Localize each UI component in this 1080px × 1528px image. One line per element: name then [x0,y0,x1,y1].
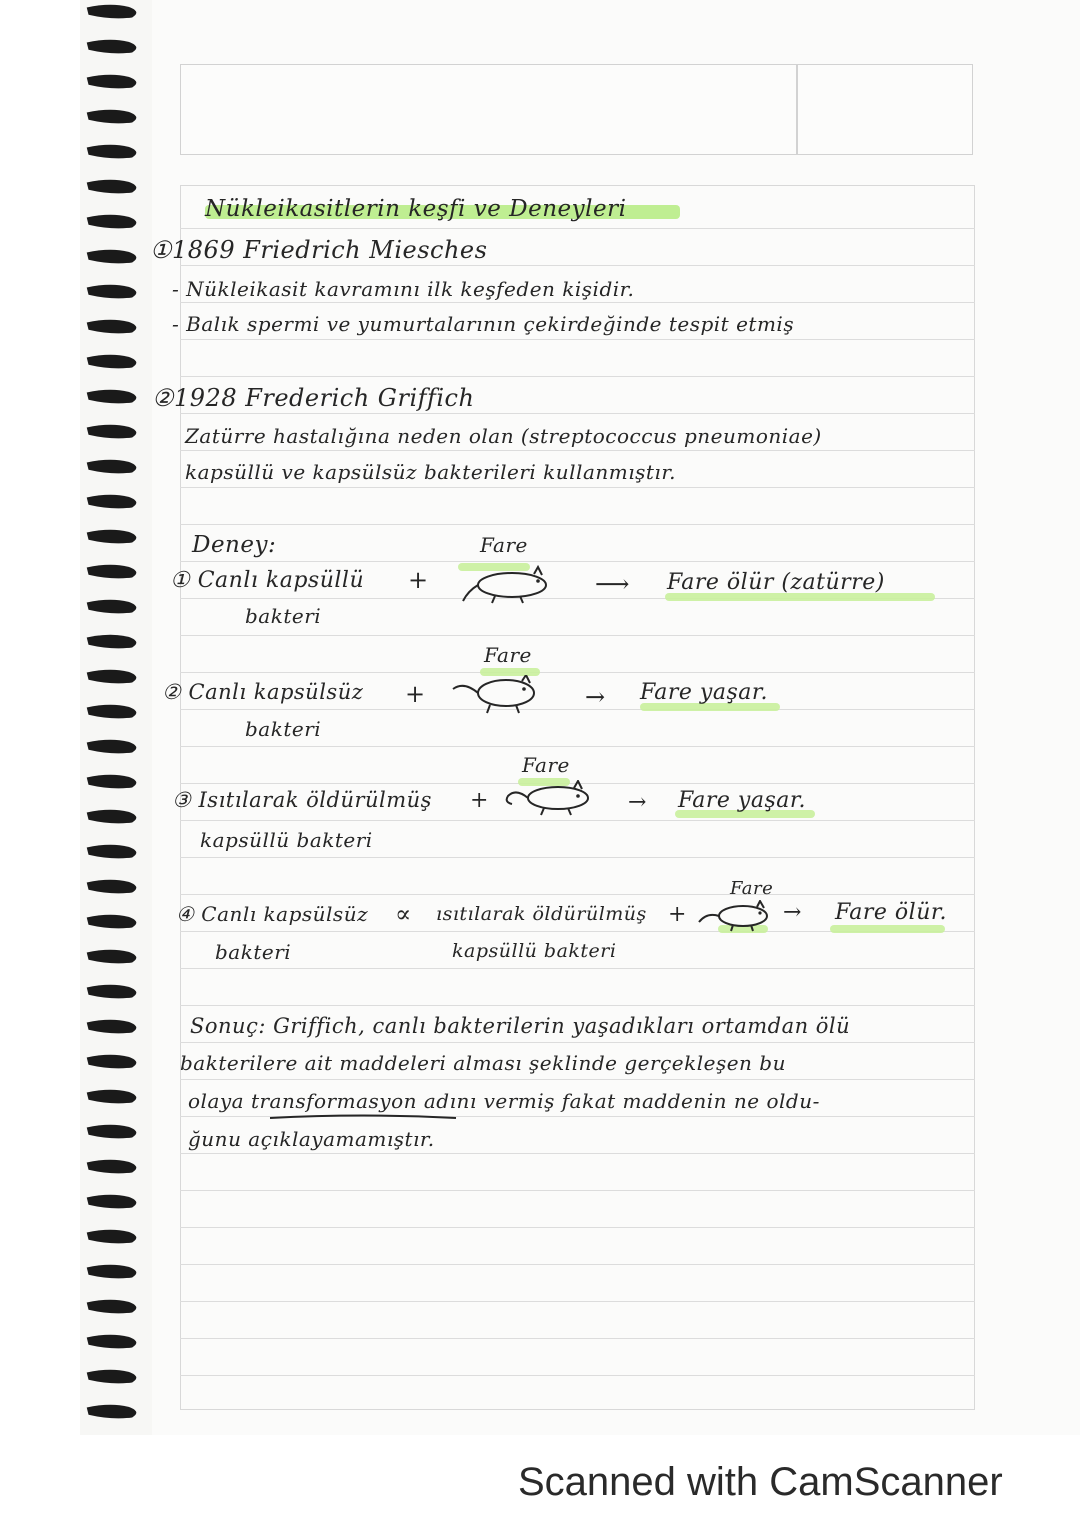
transformasyon-underline [268,1112,458,1122]
step3-line2: kapsüllü bakteri [200,828,373,852]
spiral-ring-icon [82,1052,146,1072]
header-divider [796,65,798,154]
ruled-line [180,857,975,858]
spiral-ring-icon [82,667,146,687]
spiral-ring-icon [82,1017,146,1037]
step3-animal-label: Fare [522,753,570,777]
ruled-line [180,635,975,636]
conclusion-line-1: Sonuç: Griffich, canlı bakterilerin yaşadıkları ortamdan ölü [190,1014,851,1038]
spiral-ring-icon [82,877,146,897]
ruled-line [180,265,975,266]
mouse-icon [450,675,545,717]
spiral-ring-icon [82,702,146,722]
spiral-ring-icon [82,177,146,197]
ruled-line [180,1338,975,1339]
spiral-ring-icon [82,947,146,967]
spiral-ring-icon [82,1157,146,1177]
spiral-ring-icon [82,562,146,582]
step3-line1: ③ Isıtılarak öldürülmüş [172,788,432,812]
step1-arrow: ⟶ [595,570,630,598]
conclusion-line-4: ğunu açıklayamamıştır. [188,1127,435,1151]
ruled-line [180,1079,975,1080]
spiral-ring-icon [82,352,146,372]
step4-line1: ④ Canlı kapsülsüz [176,902,369,926]
spiral-ring-icon [82,1402,146,1422]
section2-heading: ②1928 Frederich Griffich [152,384,475,412]
ruled-line [180,709,975,710]
section1-line-2: - Balık spermi ve yumurtalarının çekirdeğinde tespit etmiş [172,312,795,336]
highlight-result-4 [830,925,945,933]
ruled-line [180,524,975,525]
spiral-ring-icon [82,1087,146,1107]
section1-line-1: - Nükleikasit kavramını ilk keşfeden kişidir. [172,277,635,301]
step4-middle-line2: kapsüllü bakteri [452,940,617,962]
ruled-line [180,1264,975,1265]
step4-animal-label: Fare [730,878,774,899]
spiral-ring-icon [82,1367,146,1387]
step2-line1: ② Canlı kapsülsüz [162,680,364,704]
spiral-ring-icon [82,247,146,267]
step3-arrow: → [628,790,647,815]
spiral-ring-icon [82,1332,146,1352]
ruled-line [180,450,975,451]
ruled-line [180,672,975,673]
step3-result: Fare yaşar. [678,788,806,813]
spiral-ring-icon [82,2,146,22]
conclusion-line-2: bakterilere ait maddeleri alması şeklinde gerçekleşen bu [180,1051,786,1075]
spiral-ring-icon [82,772,146,792]
ruled-line [180,376,975,377]
ruled-line [180,1190,975,1191]
ruled-line [180,1227,975,1228]
ruled-line [180,820,975,821]
step1-line2: bakteri [245,604,322,628]
spiral-ring-icon [82,72,146,92]
spiral-ring-icon [82,422,146,442]
step1-result: Fare ölür (zatürre) [667,570,885,595]
spiral-ring-icon [82,1227,146,1247]
step4-middle-line1: ısıtılarak öldürülmüş [436,903,647,925]
mouse-icon [695,900,775,934]
spiral-ring-icon [82,842,146,862]
spiral-ring-icon [82,1262,146,1282]
spiral-binding [82,0,152,1435]
ruled-line [180,1005,975,1006]
step1-line1: ① Canlı kapsüllü [170,568,365,593]
ruled-line [180,228,975,229]
ruled-line [180,487,975,488]
spiral-ring-icon [82,492,146,512]
spiral-ring-icon [82,457,146,477]
spiral-ring-icon [82,982,146,1002]
spiral-ring-icon [82,807,146,827]
spiral-ring-icon [82,142,146,162]
ruled-line [180,1375,975,1376]
spiral-ring-icon [82,737,146,757]
ruled-line [180,894,975,895]
ruled-line [180,1153,975,1154]
ruled-line [180,339,975,340]
step1-plus: + [408,566,429,594]
ruled-line [180,746,975,747]
spiral-ring-icon [82,632,146,652]
spiral-ring-icon [82,597,146,617]
step4-plus: + [668,902,687,927]
section2-line-2: kapsüllü ve kapsülsüz bakterileri kullanmıştır. [185,460,677,484]
spiral-ring-icon [82,1192,146,1212]
spiral-ring-icon [82,912,146,932]
ruled-line [180,1042,975,1043]
spiral-ring-icon [82,527,146,547]
spiral-ring-icon [82,282,146,302]
step1-animal-label: Fare [480,533,528,557]
notes-title: Nükleikasitlerin keşfi ve Deneyleri [205,196,627,222]
step2-animal-label: Fare [484,643,532,667]
section2-line-1: Zatürre hastalığına neden olan (streptococcus pneumoniae) [185,424,822,448]
mouse-icon [500,780,595,820]
step2-result: Fare yaşar. [640,680,768,705]
spiral-ring-icon [82,37,146,57]
step2-arrow: → [585,683,606,711]
spiral-ring-icon [82,1297,146,1317]
ruled-line [180,968,975,969]
camscanner-watermark: Scanned with CamScanner [518,1460,1003,1504]
spiral-ring-icon [82,212,146,232]
step2-plus: + [405,680,426,708]
ruled-line [180,1301,975,1302]
step3-plus: + [470,788,489,813]
step4-and: ∝ [395,900,412,928]
spiral-ring-icon [82,1122,146,1142]
step4-result: Fare ölür. [835,900,947,925]
step2-line2: bakteri [245,717,322,741]
spiral-ring-icon [82,317,146,337]
spiral-ring-icon [82,387,146,407]
step4-arrow: → [783,900,802,925]
header-box [180,64,973,155]
experiment-label: Deney: [192,532,277,558]
step4-line2: bakteri [215,940,292,964]
ruled-line [180,561,975,562]
conclusion-line-3: olaya transformasyon adını vermiş fakat maddenin ne oldu- [188,1089,820,1113]
section1-heading: ①1869 Friedrich Miesches [150,236,488,264]
ruled-line [180,413,975,414]
mouse-icon [460,565,555,607]
ruled-line [180,302,975,303]
spiral-ring-icon [82,107,146,127]
